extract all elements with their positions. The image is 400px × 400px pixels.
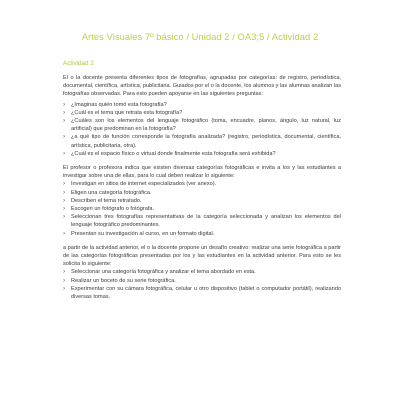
- list-item: › ¿a qué tipo de función corresponde la fotografía analizada? (registro, periodística, documental, científica, artística, publicitaria, otra).: [63, 133, 341, 149]
- list-item: › Investigan en sitios de internet especializados (ver anexo).: [63, 180, 341, 188]
- list-item: › Escogen un fotógrafo o fotógrafa.: [63, 205, 341, 213]
- list-item: › ¿Imaginas quién tomó esta fotografía?: [63, 101, 341, 109]
- list-item: › Realizar un boceto de su serie fotográfica.: [63, 277, 341, 285]
- challenge-paragraph: a partir de la actividad anterior, el o la docente propone un desafío creativo: realizar una serie fotográfica a partir de las categorías fotográficas presentadas por los y las estudiantes en la actividad anterior. Para esto se les solicita lo siguiente:: [63, 244, 341, 268]
- list-item: › ¿Cuáles son los elementos del lenguaje fotográfico (toma, encuadre, planos, ángulo, luz natural, luz artificial) que predominan en la fotografía?: [63, 117, 341, 133]
- list-item: › Seleccionan tres fotografías representativas de la categoría seleccionada y analizan los elementos del lenguaje fotográfico predominantes.: [63, 213, 341, 229]
- intro-paragraph: El o la docente presenta diferentes tipos de fotografías, agrupadas por categorías: de registro, periodística, documental, científica, artística, publicitaria. Guiados por el o la docente, los alumnos y las alumnas analizan las fotografías observadas. Para esto pueden apoyarse en las siguientes preguntas:: [63, 75, 341, 98]
- list-item: › Seleccionar una categoría fotográfica y analizar el tema abordado en esta.: [63, 268, 341, 276]
- list-item: › Eligen una categoría fotográfica.: [63, 189, 341, 197]
- challenge-tasks-list: [63, 268, 341, 301]
- list-item: › ¿Cuál es el tema que retrata esta fotografía?: [63, 109, 341, 117]
- list-item: › Describen el tema retratado.: [63, 197, 341, 205]
- list-item: › Experimentar con su cámara fotográfica, celular u otro dispositivo (tablet o computador portátil), realizando diversas tomas.: [63, 285, 341, 301]
- activity-title: Actividad 2: [63, 60, 94, 67]
- document-body: [63, 60, 341, 301]
- research-paragraph: El profesor o profesora indica que existen diversas categorías fotográficas e invita a los y las estudiantes a investigar sobre una de ellas, para lo cual deben realizar lo siguiente:: [63, 165, 341, 180]
- list-item: › ¿Cuál es el espacio físico o virtual donde finalmente esta fotografía será exhibida?: [63, 150, 341, 158]
- page-header: Artes Visuales 7º básico / Unidad 2 / OA3;5 / Actividad 2: [81, 31, 319, 42]
- guiding-questions-list: [63, 101, 341, 158]
- research-steps-list: [63, 180, 341, 237]
- list-item: › Presentan su investigación al curso, en un formato digital.: [63, 230, 341, 238]
